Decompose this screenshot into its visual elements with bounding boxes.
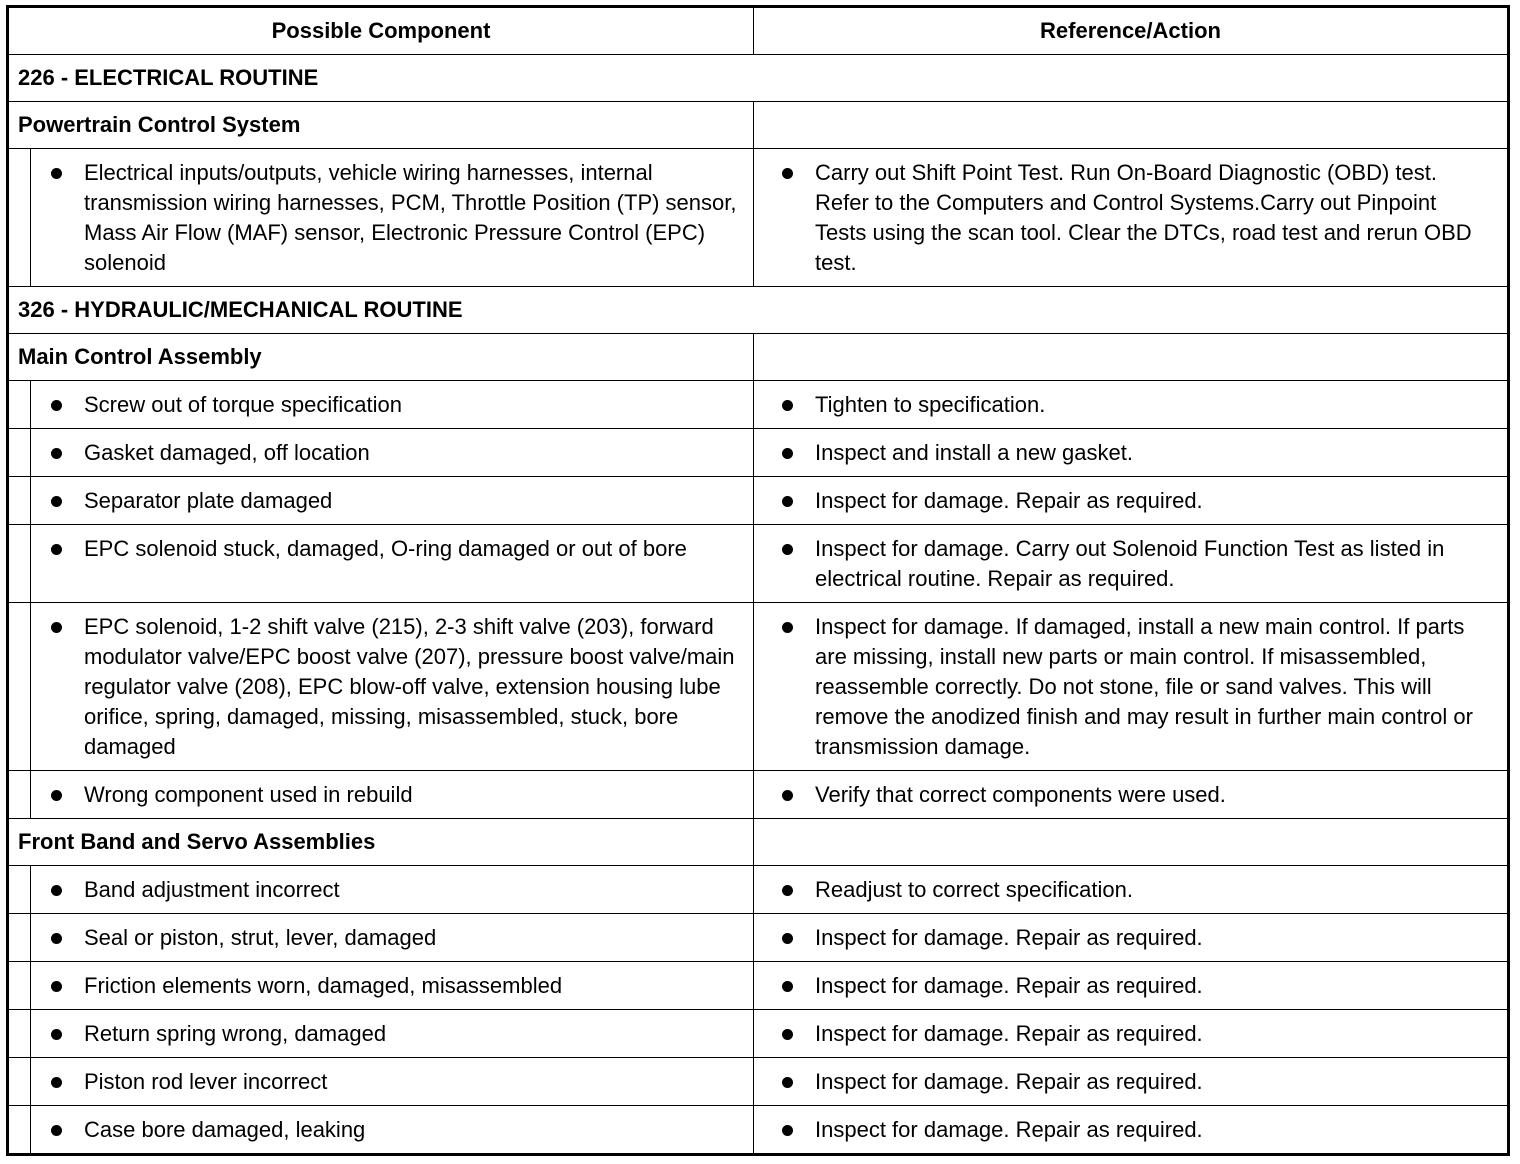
section-row	[8, 55, 1509, 102]
header-row	[8, 7, 1509, 55]
component-text: Case bore damaged, leaking	[84, 1117, 366, 1142]
bullet-item	[754, 1019, 1507, 1049]
action-cell	[754, 866, 1509, 914]
action-cell	[754, 1010, 1509, 1058]
bullet-icon	[782, 790, 793, 801]
component-cell	[31, 429, 754, 477]
table-row	[8, 525, 1509, 603]
indent-cell	[8, 381, 31, 429]
bullet-icon	[51, 1125, 62, 1136]
action-cell	[754, 477, 1509, 525]
section-title: 226 - ELECTRICAL ROUTINE	[8, 55, 1509, 102]
bullet-item	[754, 158, 1507, 278]
component-cell	[31, 525, 754, 603]
indent-cell	[8, 962, 31, 1010]
bullet-icon	[51, 885, 62, 896]
table-row	[8, 1058, 1509, 1106]
bullet-item	[754, 438, 1507, 468]
group-title: Front Band and Servo Assemblies	[8, 819, 754, 866]
bullet-icon	[782, 981, 793, 992]
section-title: 326 - HYDRAULIC/MECHANICAL ROUTINE	[8, 287, 1509, 334]
component-cell	[31, 1058, 754, 1106]
action-cell	[754, 381, 1509, 429]
table-row	[8, 771, 1509, 819]
component-text: EPC solenoid, 1-2 shift valve (215), 2-3 shift valve (203), forward modulator valve/EPC boost valve (207), pressure boost valve/main regulator valve (208), EPC blow-off valve, extension housing lube orifice, spring, damaged, missing, misassembled, stuck, bore damaged	[84, 614, 735, 759]
bullet-item	[31, 486, 753, 516]
bullet-item	[31, 780, 753, 810]
bullet-icon	[51, 933, 62, 944]
bullet-item	[754, 971, 1507, 1001]
bullet-item	[31, 1067, 753, 1097]
table-row	[8, 603, 1509, 771]
bullet-icon	[51, 544, 62, 555]
component-cell	[31, 603, 754, 771]
action-text: Verify that correct components were used.	[815, 782, 1226, 807]
group-title: Main Control Assembly	[8, 334, 754, 381]
bullet-icon	[51, 1029, 62, 1040]
bullet-icon	[782, 168, 793, 179]
bullet-icon	[782, 1077, 793, 1088]
table-row	[8, 1010, 1509, 1058]
empty-cell	[754, 334, 1509, 381]
indent-cell	[8, 1058, 31, 1106]
header-reference-action: Reference/Action	[754, 7, 1509, 55]
section-row	[8, 287, 1509, 334]
bullet-icon	[51, 1077, 62, 1088]
bullet-icon	[51, 168, 62, 179]
indent-cell	[8, 149, 31, 287]
action-cell	[754, 962, 1509, 1010]
bullet-icon	[782, 1125, 793, 1136]
component-text: Screw out of torque specification	[84, 392, 402, 417]
component-text: Wrong component used in rebuild	[84, 782, 413, 807]
component-text: Friction elements worn, damaged, misassembled	[84, 973, 563, 998]
action-text: Inspect and install a new gasket.	[815, 440, 1133, 465]
action-text: Inspect for damage. Repair as required.	[815, 1117, 1203, 1142]
bullet-item	[31, 923, 753, 953]
action-text: Readjust to correct specification.	[815, 877, 1133, 902]
component-cell	[31, 381, 754, 429]
bullet-item	[754, 923, 1507, 953]
component-cell	[31, 914, 754, 962]
bullet-item	[31, 534, 753, 564]
indent-cell	[8, 771, 31, 819]
action-cell	[754, 149, 1509, 287]
bullet-item	[754, 390, 1507, 420]
component-cell	[31, 962, 754, 1010]
bullet-item	[31, 158, 753, 278]
table-row	[8, 962, 1509, 1010]
group-row	[8, 819, 1509, 866]
bullet-icon	[51, 790, 62, 801]
action-cell	[754, 1058, 1509, 1106]
bullet-icon	[51, 400, 62, 411]
action-text: Inspect for damage. Repair as required.	[815, 1069, 1203, 1094]
bullet-icon	[51, 622, 62, 633]
bullet-item	[31, 390, 753, 420]
component-cell	[31, 771, 754, 819]
empty-cell	[754, 819, 1509, 866]
action-text: Inspect for damage. If damaged, install a new main control. If parts are missing, install new parts or main control. If misassembled, reassemble correctly. Do not stone, file or sand valves. This will remove the anodized finish and may result in further main control or transmission damage.	[815, 614, 1473, 759]
component-text: EPC solenoid stuck, damaged, O-ring damaged or out of bore	[84, 536, 687, 561]
bullet-icon	[782, 885, 793, 896]
bullet-item	[31, 438, 753, 468]
indent-cell	[8, 603, 31, 771]
bullet-item	[754, 486, 1507, 516]
component-text: Seal or piston, strut, lever, damaged	[84, 925, 437, 950]
component-text: Electrical inputs/outputs, vehicle wiring harnesses, internal transmission wiring harnesses, PCM, Throttle Position (TP) sensor, Mass Air Flow (MAF) sensor, Electronic Pressure Control (EPC) solenoid	[84, 160, 737, 275]
action-text: Carry out Shift Point Test. Run On-Board Diagnostic (OBD) test. Refer to the Computers and Control Systems.Carry out Pinpoint Tests using the scan tool. Clear the DTCs, road test and rerun OBD test.	[815, 160, 1472, 275]
bullet-icon	[782, 496, 793, 507]
indent-cell	[8, 1106, 31, 1155]
action-text: Inspect for damage. Carry out Solenoid Function Test as listed in electrical routine. Repair as required.	[815, 536, 1445, 591]
indent-cell	[8, 866, 31, 914]
bullet-icon	[782, 622, 793, 633]
action-cell	[754, 429, 1509, 477]
bullet-item	[31, 875, 753, 905]
action-text: Inspect for damage. Repair as required.	[815, 973, 1203, 998]
bullet-icon	[782, 448, 793, 459]
component-text: Gasket damaged, off location	[84, 440, 370, 465]
action-cell	[754, 771, 1509, 819]
indent-cell	[8, 914, 31, 962]
indent-cell	[8, 1010, 31, 1058]
indent-cell	[8, 525, 31, 603]
bullet-item	[31, 971, 753, 1001]
diagnosis-table	[6, 5, 1510, 1156]
component-text: Band adjustment incorrect	[84, 877, 340, 902]
action-text: Inspect for damage. Repair as required.	[815, 925, 1203, 950]
table-row	[8, 149, 1509, 287]
header-possible-component: Possible Component	[8, 7, 754, 55]
bullet-item	[754, 612, 1507, 762]
bullet-icon	[51, 981, 62, 992]
bullet-icon	[782, 1029, 793, 1040]
bullet-icon	[51, 496, 62, 507]
action-text: Inspect for damage. Repair as required.	[815, 1021, 1203, 1046]
table-row	[8, 866, 1509, 914]
bullet-item	[754, 1115, 1507, 1145]
group-row	[8, 102, 1509, 149]
table-row	[8, 381, 1509, 429]
bullet-item	[31, 1115, 753, 1145]
action-cell	[754, 603, 1509, 771]
bullet-item	[31, 612, 753, 762]
table-row	[8, 1106, 1509, 1155]
component-cell	[31, 866, 754, 914]
component-cell	[31, 1010, 754, 1058]
action-cell	[754, 914, 1509, 962]
group-title: Powertrain Control System	[8, 102, 754, 149]
action-text: Tighten to specification.	[815, 392, 1046, 417]
table-row	[8, 429, 1509, 477]
indent-cell	[8, 477, 31, 525]
bullet-item	[31, 1019, 753, 1049]
bullet-item	[754, 1067, 1507, 1097]
component-text: Separator plate damaged	[84, 488, 333, 513]
component-text: Piston rod lever incorrect	[84, 1069, 328, 1094]
component-cell	[31, 1106, 754, 1155]
bullet-icon	[782, 400, 793, 411]
component-cell	[31, 477, 754, 525]
component-text: Return spring wrong, damaged	[84, 1021, 387, 1046]
table-row	[8, 914, 1509, 962]
bullet-item	[754, 780, 1507, 810]
action-cell	[754, 1106, 1509, 1155]
bullet-item	[754, 534, 1507, 594]
bullet-icon	[51, 448, 62, 459]
empty-cell	[754, 102, 1509, 149]
group-row	[8, 334, 1509, 381]
component-cell	[31, 149, 754, 287]
bullet-item	[754, 875, 1507, 905]
action-cell	[754, 525, 1509, 603]
action-text: Inspect for damage. Repair as required.	[815, 488, 1203, 513]
table-row	[8, 477, 1509, 525]
indent-cell	[8, 429, 31, 477]
bullet-icon	[782, 544, 793, 555]
bullet-icon	[782, 933, 793, 944]
